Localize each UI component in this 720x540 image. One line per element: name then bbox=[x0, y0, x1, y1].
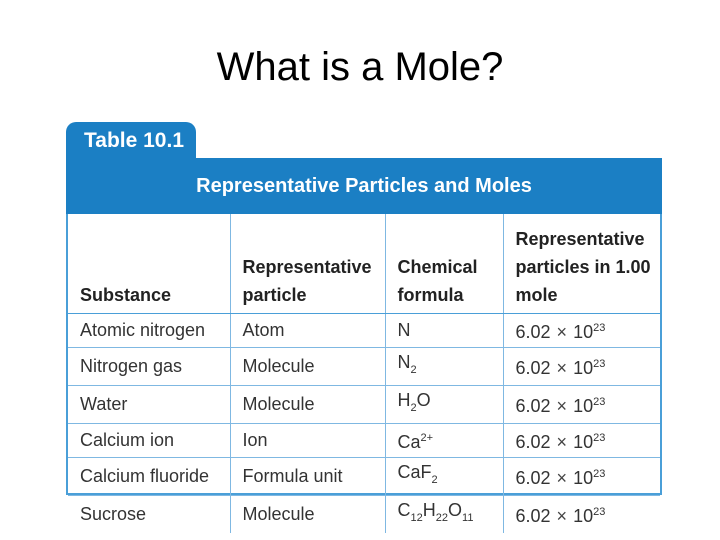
count-mantissa: 6.02 bbox=[515, 358, 551, 378]
table-figure bbox=[66, 122, 662, 526]
table-row bbox=[68, 348, 660, 386]
count-cell bbox=[503, 314, 660, 348]
formula-cell: N bbox=[385, 314, 503, 348]
count-mantissa: 6.02 bbox=[515, 396, 551, 416]
substance-cell: Atomic nitrogen bbox=[80, 320, 206, 340]
table-row bbox=[68, 458, 660, 496]
table-row bbox=[68, 314, 660, 348]
count-cell bbox=[503, 458, 660, 496]
formula-element: C bbox=[397, 500, 411, 520]
formula-element: CaF bbox=[397, 462, 432, 482]
formula-element: H bbox=[422, 500, 436, 520]
count-base: 10 bbox=[573, 432, 594, 452]
count-base: 10 bbox=[573, 506, 594, 526]
count-mantissa: 6.02 bbox=[515, 506, 551, 526]
particle-cell: Atom bbox=[230, 314, 385, 348]
table-body bbox=[66, 214, 662, 526]
table-header-row bbox=[68, 214, 660, 314]
count-cell bbox=[503, 386, 660, 424]
count-exponent: 23 bbox=[593, 432, 606, 444]
count-mantissa: 6.02 bbox=[515, 322, 551, 342]
substance-cell: Water bbox=[68, 386, 230, 424]
formula-subscript: 2 bbox=[410, 402, 417, 414]
formula-subscript: 2 bbox=[431, 474, 438, 486]
particle-cell: Molecule bbox=[230, 386, 385, 424]
particle-cell: Ion bbox=[230, 424, 385, 458]
formula-cell bbox=[385, 386, 503, 424]
particle-cell: Molecule bbox=[230, 496, 385, 534]
count-base: 10 bbox=[573, 358, 594, 378]
count-cell bbox=[503, 348, 660, 386]
count-base: 10 bbox=[573, 468, 594, 488]
formula-cell bbox=[385, 496, 503, 534]
substance-cell: Sucrose bbox=[68, 496, 230, 534]
table-row bbox=[68, 386, 660, 424]
particle-cell: Molecule bbox=[230, 348, 385, 386]
count-cell bbox=[503, 496, 660, 534]
substance-cell: Nitrogen gas bbox=[68, 348, 230, 386]
column-header-particles-per-mole: Representative particles in 1.00 mole bbox=[503, 214, 660, 314]
times-sign: × bbox=[556, 506, 568, 526]
times-sign: × bbox=[556, 468, 568, 488]
count-base: 10 bbox=[573, 396, 594, 416]
formula-element: Ca bbox=[397, 432, 421, 452]
column-header-particle: Representative particle bbox=[230, 214, 385, 314]
column-header-substance: Substance bbox=[68, 214, 230, 314]
count-exponent: 23 bbox=[593, 506, 606, 518]
formula-charge: 2+ bbox=[420, 432, 434, 444]
times-sign: × bbox=[556, 432, 568, 452]
count-exponent: 23 bbox=[593, 358, 606, 370]
formula-element: O bbox=[448, 500, 463, 520]
table-row bbox=[68, 424, 660, 458]
substance-cell: Calcium ion bbox=[68, 424, 230, 458]
formula-subscript: 2 bbox=[410, 364, 417, 376]
formula-element: N bbox=[397, 352, 411, 372]
count-mantissa: 6.02 bbox=[515, 468, 551, 488]
formula-cell bbox=[385, 458, 503, 496]
count-exponent: 23 bbox=[593, 468, 606, 480]
formula-cell bbox=[385, 424, 503, 458]
formula-subscript: 22 bbox=[435, 512, 448, 524]
formula-subscript: 12 bbox=[410, 512, 423, 524]
times-sign: × bbox=[556, 358, 568, 378]
particle-cell: Formula unit bbox=[230, 458, 385, 496]
table-row bbox=[68, 496, 660, 534]
formula-element: H bbox=[397, 390, 411, 410]
slide-title: What is a Mole? bbox=[216, 45, 504, 89]
formula-element: O bbox=[416, 390, 431, 410]
particles-table bbox=[68, 214, 660, 533]
count-mantissa: 6.02 bbox=[515, 432, 551, 452]
times-sign: × bbox=[556, 322, 568, 342]
count-exponent: 23 bbox=[593, 396, 606, 408]
count-base: 10 bbox=[573, 322, 594, 342]
table-title: Representative Particles and Moles bbox=[66, 158, 662, 214]
formula-cell bbox=[385, 348, 503, 386]
times-sign: × bbox=[556, 396, 568, 416]
substance-cell: Calcium fluoride bbox=[68, 458, 230, 496]
count-exponent: 23 bbox=[593, 322, 606, 334]
column-header-formula: Chemical formula bbox=[385, 214, 503, 314]
count-cell bbox=[503, 424, 660, 458]
formula-subscript: 11 bbox=[462, 512, 474, 524]
table-number-tab: Table 10.1 bbox=[66, 122, 196, 160]
